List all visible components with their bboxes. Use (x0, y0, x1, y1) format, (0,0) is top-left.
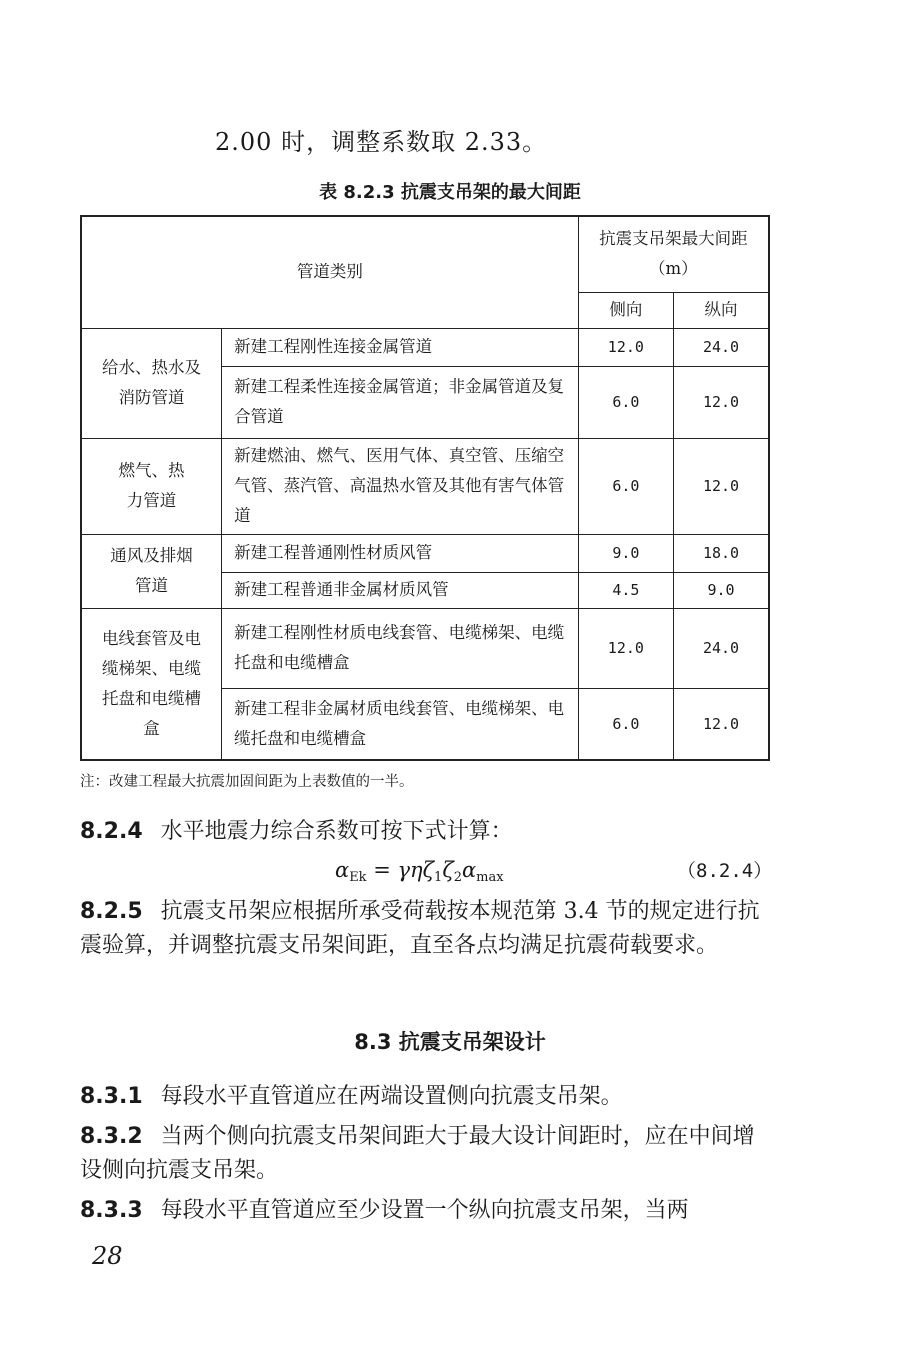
desc-cell: 新建工程普通刚性材质风管 (222, 534, 579, 572)
formula: $\alpha_{Ek} = \gamma\eta\zeta_1\zeta_2\alpha_{max}$ (335, 858, 504, 885)
lateral-cell: 4.5 (578, 572, 673, 608)
clause-text: 水平地震力综合系数可按下式计算： (160, 819, 513, 844)
desc-cell: 新建工程刚性连接金属管道 (222, 328, 579, 366)
table-note: 注：改建工程最大抗震加固间距为上表数值的一半。 (80, 774, 414, 790)
lateral-cell: 12.0 (578, 608, 673, 688)
lateral-cell: 9.0 (578, 534, 673, 572)
longitudinal-cell: 24.0 (674, 328, 769, 366)
clause-8-2-5 (80, 895, 770, 963)
longitudinal-cell: 12.0 (674, 438, 769, 534)
clause-number: 8.3.3 (80, 1198, 143, 1223)
longitudinal-cell: 18.0 (674, 534, 769, 572)
spacing-table (80, 215, 770, 761)
lateral-cell: 12.0 (578, 328, 673, 366)
clause-8-2-4 (80, 815, 770, 849)
clause-8-3-1 (80, 1080, 770, 1114)
clause-text: 抗震支吊架应根据所承受荷载按本规范第 3.4 节的规定进行抗震验算，并调整抗震支吊架间距，直至各点均满足抗震荷载要求。 (80, 899, 760, 958)
table-caption: 表 8.2.3 抗震支吊架的最大间距 (319, 182, 581, 203)
category-cell: 燃气、热力管道 (81, 438, 222, 534)
clause-text: 每段水平直管道应在两端设置侧向抗震支吊架。 (160, 1084, 623, 1109)
desc-cell: 新建工程刚性材质电线套管、电缆梯架、电缆托盘和电缆槽盒 (222, 608, 579, 688)
longitudinal-cell: 9.0 (674, 572, 769, 608)
header-lateral: 侧向 (578, 292, 673, 328)
clause-number: 8.3.2 (80, 1124, 143, 1149)
category-cell: 给水、热水及消防管道 (81, 328, 222, 438)
continued-text-line: 2.00 时，调整系数取 2.33。 (215, 128, 548, 156)
lateral-cell: 6.0 (578, 366, 673, 438)
clause-text: 当两个侧向抗震支吊架间距大于最大设计间距时，应在中间增设侧向抗震支吊架。 (80, 1124, 755, 1183)
desc-cell: 新建工程普通非金属材质风管 (222, 572, 579, 608)
section-title: 8.3 抗震支吊架设计 (354, 1030, 546, 1054)
desc-cell: 新建工程柔性连接金属管道；非金属管道及复合管道 (222, 366, 579, 438)
clause-number: 8.2.5 (80, 899, 143, 924)
category-cell: 电线套管及电缆梯架、电缆托盘和电缆槽盒 (81, 608, 222, 760)
table-row (81, 328, 769, 366)
header-category: 管道类别 (81, 216, 578, 328)
desc-cell: 新建工程非金属材质电线套管、电缆梯架、电缆托盘和电缆槽盒 (222, 688, 579, 760)
clause-number: 8.2.4 (80, 819, 143, 844)
lateral-cell: 6.0 (578, 438, 673, 534)
longitudinal-cell: 12.0 (674, 688, 769, 760)
longitudinal-cell: 24.0 (674, 608, 769, 688)
table-row (81, 534, 769, 572)
desc-cell: 新建燃油、燃气、医用气体、真空管、压缩空气管、蒸汽管、高温热水管及其他有害气体管道 (222, 438, 579, 534)
table-row (81, 608, 769, 688)
table-row (81, 438, 769, 534)
lateral-cell: 6.0 (578, 688, 673, 760)
clause-text: 每段水平直管道应至少设置一个纵向抗震支吊架，当两 (160, 1198, 689, 1223)
clause-8-3-3 (80, 1194, 770, 1228)
category-cell: 通风及排烟管道 (81, 534, 222, 608)
longitudinal-cell: 12.0 (674, 366, 769, 438)
clause-number: 8.3.1 (80, 1084, 143, 1109)
header-longitudinal: 纵向 (674, 292, 769, 328)
header-spacing: 抗震支吊架最大间距（m） (578, 216, 769, 292)
formula-number: （8.2.4） (677, 860, 773, 882)
clause-8-3-2 (80, 1120, 770, 1188)
page-number: 28 (92, 1242, 123, 1270)
